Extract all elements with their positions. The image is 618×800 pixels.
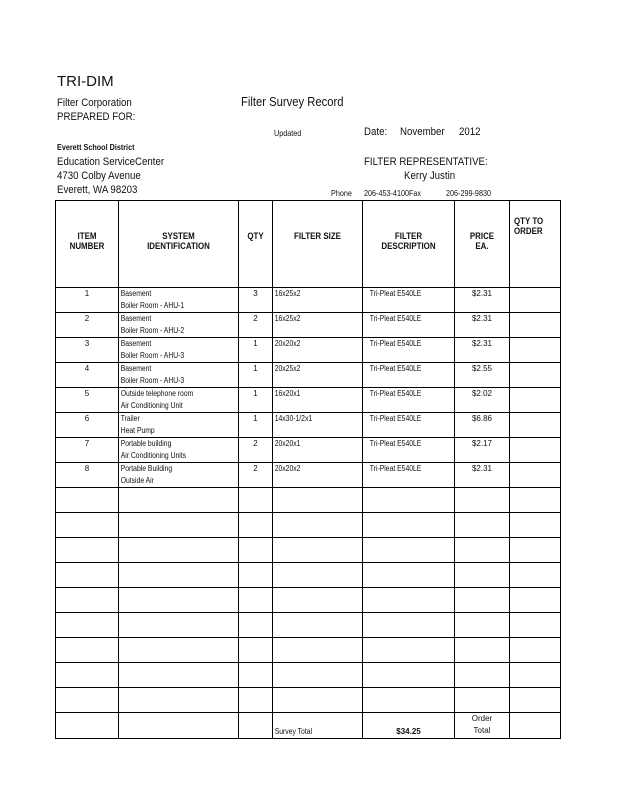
- table-body: [56, 288, 561, 739]
- filter-description-cell: Tri-Pleat E540LE: [363, 463, 455, 488]
- filter-size-cell: 16x25x2: [273, 313, 363, 338]
- filter-size-cell: 16x20x1: [273, 388, 363, 413]
- filter-description-cell: Tri-Pleat E540LE: [363, 313, 455, 338]
- empty-cell[interactable]: [56, 488, 119, 513]
- col-header-qty: QTY: [239, 201, 273, 288]
- empty-cell[interactable]: [56, 613, 119, 638]
- company-name: TRI-DIM: [57, 73, 114, 90]
- empty-cell[interactable]: [56, 513, 119, 538]
- system-cell: Trailer Heat Pump: [119, 413, 239, 438]
- filter-size-cell: 20x20x1: [273, 438, 363, 463]
- item-number-cell: 2: [56, 313, 119, 338]
- empty-cell[interactable]: [273, 613, 363, 638]
- phone-label: Phone: [331, 188, 352, 198]
- col-header-item-number: ITEM NUMBER: [56, 201, 119, 288]
- filter-description-cell: Tri-Pleat E540LE: [363, 288, 455, 313]
- table-row: [56, 438, 561, 463]
- survey-total-value: $34.25: [363, 713, 455, 739]
- company-subtitle: Filter Corporation: [57, 97, 132, 109]
- col-header-filter-size: FILTER SIZE: [273, 201, 363, 288]
- empty-cell[interactable]: [273, 588, 363, 613]
- price-cell: $2.31: [455, 313, 510, 338]
- price-cell: $6.86: [455, 413, 510, 438]
- item-number-cell: 6: [56, 413, 119, 438]
- qty-to-order-cell[interactable]: [510, 313, 561, 338]
- empty-cell[interactable]: [56, 538, 119, 563]
- system-cell: Basement Boiler Room - AHU-3: [119, 363, 239, 388]
- item-number-cell: 3: [56, 338, 119, 363]
- qty-cell: 3: [239, 288, 273, 313]
- filter-size-cell: 20x20x2: [273, 463, 363, 488]
- empty-cell[interactable]: [119, 513, 239, 538]
- empty-cell[interactable]: [455, 613, 510, 638]
- col-header-filter-description: FILTER DESCRIPTION: [363, 201, 455, 288]
- table-row: [56, 363, 561, 388]
- empty-cell[interactable]: [56, 588, 119, 613]
- filter-description-cell: Tri-Pleat E540LE: [363, 413, 455, 438]
- empty-cell[interactable]: [273, 488, 363, 513]
- empty-cell[interactable]: [119, 488, 239, 513]
- empty-table-row: [56, 538, 561, 563]
- empty-cell[interactable]: [510, 588, 561, 613]
- system-cell: Outside telephone room Air Conditioning Unit: [119, 388, 239, 413]
- empty-cell[interactable]: [455, 513, 510, 538]
- empty-cell[interactable]: [119, 588, 239, 613]
- empty-cell[interactable]: [510, 563, 561, 588]
- date-label: Date:: [364, 126, 388, 138]
- qty-to-order-cell[interactable]: [510, 463, 561, 488]
- system-cell: Basement Boiler Room - AHU-1: [119, 288, 239, 313]
- empty-cell[interactable]: [273, 638, 363, 663]
- col-header-qty-to-order: QTY TO ORDER: [510, 201, 561, 288]
- empty-cell: [239, 713, 273, 739]
- table-row: [56, 313, 561, 338]
- empty-cell[interactable]: [119, 638, 239, 663]
- empty-cell[interactable]: [510, 688, 561, 713]
- qty-cell: 1: [239, 388, 273, 413]
- empty-cell[interactable]: [239, 488, 273, 513]
- table-row: [56, 338, 561, 363]
- system-cell: Basement Boiler Room - AHU-3: [119, 338, 239, 363]
- empty-cell[interactable]: [239, 638, 273, 663]
- item-number-cell: 4: [56, 363, 119, 388]
- qty-to-order-cell[interactable]: [510, 413, 561, 438]
- qty-cell: 1: [239, 363, 273, 388]
- empty-cell[interactable]: [363, 663, 455, 688]
- empty-cell[interactable]: [363, 588, 455, 613]
- empty-cell[interactable]: [239, 588, 273, 613]
- empty-cell[interactable]: [363, 538, 455, 563]
- customer-address-line2: Education ServiceCenter: [57, 156, 165, 168]
- customer-name: Everett School District: [57, 142, 135, 152]
- order-total-label: Order Total: [455, 713, 510, 739]
- qty-to-order-cell[interactable]: [510, 363, 561, 388]
- empty-cell[interactable]: [363, 488, 455, 513]
- table-row: [56, 413, 561, 438]
- price-cell: $2.02: [455, 388, 510, 413]
- system-cell: Basement Boiler Room - AHU-2: [119, 313, 239, 338]
- qty-cell: 2: [239, 463, 273, 488]
- empty-cell[interactable]: [455, 563, 510, 588]
- phone-value: 206-453-4100Fax: [364, 188, 422, 198]
- empty-cell[interactable]: [239, 688, 273, 713]
- price-cell: $2.55: [455, 363, 510, 388]
- empty-cell[interactable]: [119, 613, 239, 638]
- empty-cell[interactable]: [239, 663, 273, 688]
- customer-address-line4: Everett, WA 98203: [57, 184, 138, 196]
- table-row: [56, 463, 561, 488]
- empty-cell[interactable]: [510, 613, 561, 638]
- price-cell: $2.31: [455, 338, 510, 363]
- item-number-cell: 1: [56, 288, 119, 313]
- empty-cell[interactable]: [363, 688, 455, 713]
- table-row: [56, 288, 561, 313]
- price-cell: $2.31: [455, 288, 510, 313]
- empty-cell[interactable]: [239, 538, 273, 563]
- empty-cell[interactable]: [119, 563, 239, 588]
- empty-cell[interactable]: [363, 563, 455, 588]
- empty-cell[interactable]: [273, 538, 363, 563]
- empty-cell[interactable]: [455, 488, 510, 513]
- empty-cell[interactable]: [363, 613, 455, 638]
- rep-name: Kerry Justin: [404, 170, 456, 182]
- empty-cell[interactable]: [510, 663, 561, 688]
- filter-size-cell: 20x25x2: [273, 363, 363, 388]
- empty-cell[interactable]: [455, 588, 510, 613]
- qty-to-order-cell[interactable]: [510, 288, 561, 313]
- qty-to-order-cell[interactable]: [510, 338, 561, 363]
- filter-size-cell: 14x30-1/2x1: [273, 413, 363, 438]
- customer-address-line3: 4730 Colby Avenue: [57, 170, 141, 182]
- filter-description-cell: Tri-Pleat E540LE: [363, 338, 455, 363]
- empty-table-row: [56, 513, 561, 538]
- empty-cell[interactable]: [56, 688, 119, 713]
- price-cell: $2.17: [455, 438, 510, 463]
- empty-cell[interactable]: [455, 688, 510, 713]
- survey-total-label: Survey Total: [273, 713, 363, 739]
- filter-description-cell: Tri-Pleat E540LE: [363, 438, 455, 463]
- empty-cell[interactable]: [510, 488, 561, 513]
- table-header-row: [56, 201, 561, 288]
- col-header-system-identification: SYSTEM IDENTIFICATION: [119, 201, 239, 288]
- empty-table-row: [56, 588, 561, 613]
- empty-cell[interactable]: [56, 663, 119, 688]
- empty-cell[interactable]: [455, 538, 510, 563]
- empty-cell[interactable]: [510, 538, 561, 563]
- order-total-value[interactable]: [510, 713, 561, 739]
- empty-cell[interactable]: [273, 663, 363, 688]
- empty-table-row: [56, 613, 561, 638]
- item-number-cell: 5: [56, 388, 119, 413]
- empty-cell[interactable]: [363, 513, 455, 538]
- empty-cell[interactable]: [455, 638, 510, 663]
- empty-cell[interactable]: [273, 563, 363, 588]
- form-title: Filter Survey Record: [241, 95, 344, 109]
- empty-cell[interactable]: [239, 613, 273, 638]
- empty-cell: [119, 713, 239, 739]
- qty-to-order-cell[interactable]: [510, 438, 561, 463]
- empty-cell[interactable]: [56, 563, 119, 588]
- empty-table-row: [56, 663, 561, 688]
- empty-cell[interactable]: [56, 638, 119, 663]
- system-cell: Portable building Air Conditioning Units: [119, 438, 239, 463]
- updated-label: Updated: [274, 128, 302, 138]
- empty-cell[interactable]: [510, 638, 561, 663]
- empty-cell[interactable]: [239, 513, 273, 538]
- qty-cell: 2: [239, 438, 273, 463]
- empty-table-row: [56, 488, 561, 513]
- qty-cell: 2: [239, 313, 273, 338]
- empty-table-row: [56, 563, 561, 588]
- empty-cell: [56, 713, 119, 739]
- prepared-for-label: PREPARED FOR:: [57, 111, 136, 123]
- table-row: [56, 388, 561, 413]
- fax-value: 206-299-9830: [446, 188, 491, 198]
- qty-cell: 1: [239, 413, 273, 438]
- item-number-cell: 7: [56, 438, 119, 463]
- empty-cell[interactable]: [273, 688, 363, 713]
- filter-size-cell: 20x20x2: [273, 338, 363, 363]
- rep-label: FILTER REPRESENTATIVE:: [364, 156, 488, 168]
- date-month: November: [400, 126, 445, 138]
- empty-table-row: [56, 638, 561, 663]
- empty-cell[interactable]: [119, 538, 239, 563]
- filter-survey-table: [55, 200, 561, 739]
- qty-to-order-cell[interactable]: [510, 388, 561, 413]
- empty-cell[interactable]: [510, 513, 561, 538]
- item-number-cell: 8: [56, 463, 119, 488]
- date-year: 2012: [459, 126, 481, 138]
- empty-table-row: [56, 688, 561, 713]
- qty-cell: 1: [239, 338, 273, 363]
- system-cell: Portable Building Outside Air: [119, 463, 239, 488]
- filter-size-cell: 16x25x2: [273, 288, 363, 313]
- empty-cell[interactable]: [119, 688, 239, 713]
- empty-cell[interactable]: [119, 663, 239, 688]
- empty-cell[interactable]: [363, 638, 455, 663]
- empty-cell[interactable]: [239, 563, 273, 588]
- filter-description-cell: Tri-Pleat E540LE: [363, 363, 455, 388]
- price-cell: $2.31: [455, 463, 510, 488]
- totals-row: [56, 713, 561, 739]
- filter-description-cell: Tri-Pleat E540LE: [363, 388, 455, 413]
- empty-cell[interactable]: [455, 663, 510, 688]
- col-header-price-each: PRICE EA.: [455, 201, 510, 288]
- empty-cell[interactable]: [273, 513, 363, 538]
